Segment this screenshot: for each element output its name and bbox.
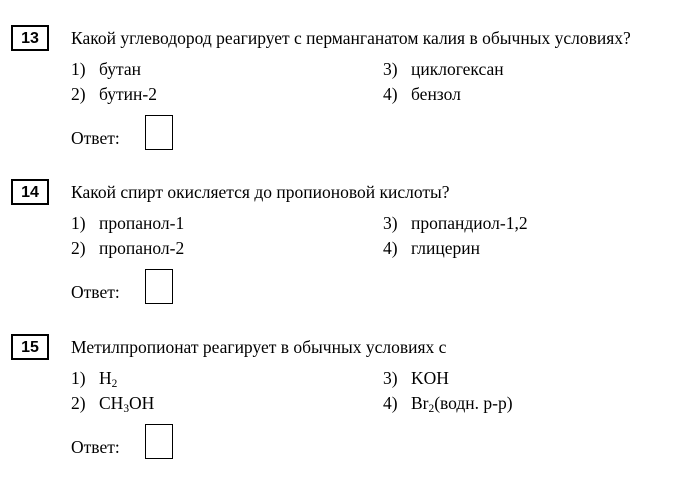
- question-text: Метилпропионат реагирует в обычных условиях с: [71, 337, 447, 357]
- option-number: 1): [71, 59, 86, 79]
- formula-subscript: 2: [111, 377, 118, 390]
- question-number: 14: [11, 179, 49, 205]
- answer-label: Ответ:: [71, 282, 120, 302]
- formula-h2: [99, 368, 117, 388]
- formula-br2: [411, 393, 513, 413]
- option-number: 3): [383, 59, 398, 79]
- answer-input-13[interactable]: [145, 115, 173, 150]
- option-3: [383, 212, 528, 234]
- formula-subscript: 3: [123, 402, 129, 415]
- formula-subscript: 2: [428, 402, 435, 415]
- question-text: Какой углеводород реагирует с перманганатом калия в обычных условиях?: [71, 28, 631, 48]
- option-number: 3): [383, 213, 398, 233]
- question-text: Какой спирт окисляется до пропионовой кислоты?: [71, 182, 450, 202]
- option-text: KOH: [411, 368, 449, 388]
- option-3: [383, 367, 449, 389]
- formula-ch3oh: [99, 393, 154, 413]
- option-text: бутин-2: [99, 84, 157, 104]
- option-number: 3): [383, 368, 398, 388]
- option-number: 4): [383, 393, 398, 413]
- option-text: глицерин: [411, 238, 481, 258]
- question-14: [0, 178, 700, 328]
- option-number: 4): [383, 84, 398, 104]
- option-4: [383, 392, 513, 414]
- option-4: [383, 83, 461, 105]
- question-number: 15: [11, 334, 49, 360]
- answer-input-14[interactable]: [145, 269, 173, 304]
- answer-label: Ответ:: [71, 128, 120, 148]
- formula-part: CH: [99, 393, 124, 413]
- answer-input-15[interactable]: [145, 424, 173, 459]
- option-text: пропандиол-1,2: [411, 213, 528, 233]
- question-number: 13: [11, 25, 49, 51]
- option-2: [71, 83, 157, 105]
- option-number: 1): [71, 368, 86, 388]
- option-number: 2): [71, 84, 86, 104]
- option-number: 4): [383, 238, 398, 258]
- question-15: [0, 333, 700, 483]
- option-text: пропанол-1: [99, 213, 185, 233]
- option-2: [71, 392, 154, 414]
- option-text: бензол: [411, 84, 461, 104]
- option-number: 1): [71, 213, 86, 233]
- option-1: [71, 212, 184, 234]
- formula-part: Br: [411, 393, 429, 413]
- formula-part: OH: [129, 393, 155, 413]
- option-number: 2): [71, 393, 86, 413]
- option-text: циклогексан: [411, 59, 504, 79]
- formula-part: (водн. р-р): [434, 393, 513, 413]
- option-2: [71, 237, 184, 259]
- option-number: 2): [71, 238, 86, 258]
- option-4: [383, 237, 480, 259]
- answer-label: Ответ:: [71, 437, 120, 457]
- option-text: пропанол-2: [99, 238, 185, 258]
- option-text: бутан: [99, 59, 141, 79]
- option-3: [383, 58, 504, 80]
- question-13: [0, 24, 700, 174]
- formula-part: H: [99, 368, 112, 388]
- option-1: [71, 367, 117, 389]
- option-1: [71, 58, 141, 80]
